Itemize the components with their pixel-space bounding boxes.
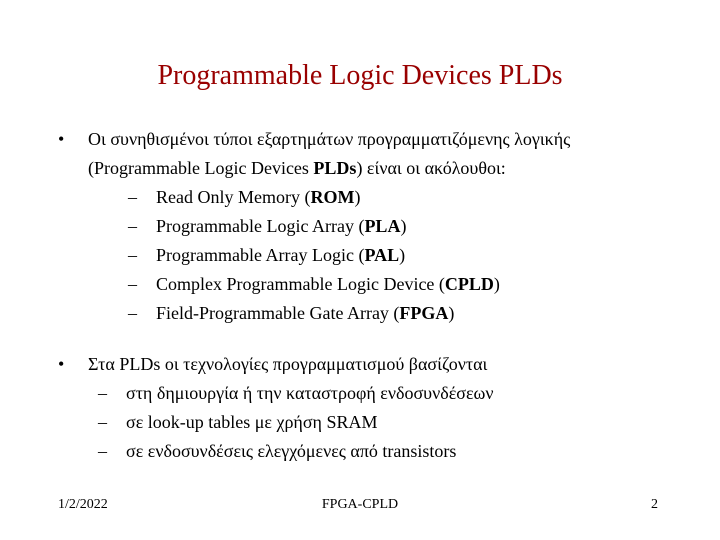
text-segment: ) [399,245,406,265]
footer-page-number: 2 [651,497,658,512]
bullet-text: Στα PLDs οι τεχνολογίες προγραμματισμού βασίζονται [88,354,488,374]
sub-item-fpga [128,299,570,328]
text-segment: Programmable Array Logic ( [156,245,365,265]
sub-item-text: σε ενδοσυνδέσεις ελεγχόμενες από transistors [126,441,457,461]
sub-item-cpld [128,270,570,299]
bold-term: CPLD [444,274,494,294]
text-segment: Programmable Logic Array ( [156,216,365,236]
bullet-1 [58,125,570,328]
sub-item-transistors [98,437,487,466]
sub-item-pal [128,241,570,270]
bullet-mark: • [58,129,65,149]
bold-term: PLDs [313,158,357,178]
text-segment: ) [354,187,361,207]
text-segment: ) [400,216,407,236]
dash-mark: – [98,441,107,461]
sub-item-text: σε look-up tables με χρήση SRAM [126,412,378,432]
dash-mark: – [128,274,137,294]
sub-item-sram [98,408,487,437]
dash-mark: – [128,303,137,323]
bold-term: ROM [310,187,355,207]
bullet-1-line-2 [58,154,570,183]
bullet-text: Οι συνηθισμένοι τύποι εξαρτημάτων προγραμματιζόμενης λογικής [88,129,571,149]
sub-item-text: στη δημιουργία ή την καταστροφή ενδοσυνδέσεων [126,383,494,403]
dash-mark: – [98,383,107,403]
sub-item-pla [128,212,570,241]
sub-item-interconnect [98,379,494,408]
bold-term: FPGA [399,303,449,323]
text-segment: Field-Programmable Gate Array ( [156,303,400,323]
bold-term: PAL [364,245,400,265]
footer-date: 1/2/2022 [58,497,108,512]
slide-title: Programmable Logic Devices PLDs [157,60,563,91]
text-segment: ) [493,274,500,294]
bullet-mark: • [58,354,65,374]
bullet-2 [58,350,494,466]
dash-mark: – [128,245,137,265]
dash-mark: – [128,216,137,236]
bullet-1-line-1 [58,125,570,154]
text-segment: (Programmable Logic Devices [88,158,314,178]
text-segment: ) [448,303,455,323]
dash-mark: – [128,187,137,207]
text-segment: Complex Programmable Logic Device ( [156,274,445,294]
text-segment: Read Only Memory ( [156,187,311,207]
text-segment: ) είναι οι ακόλουθοι: [356,158,506,178]
dash-mark: – [98,412,107,432]
footer-title: FPGA-CPLD [321,497,399,512]
bold-term: PLA [364,216,401,236]
sub-item-rom [128,183,570,212]
bullet-2-line-1 [58,350,487,379]
